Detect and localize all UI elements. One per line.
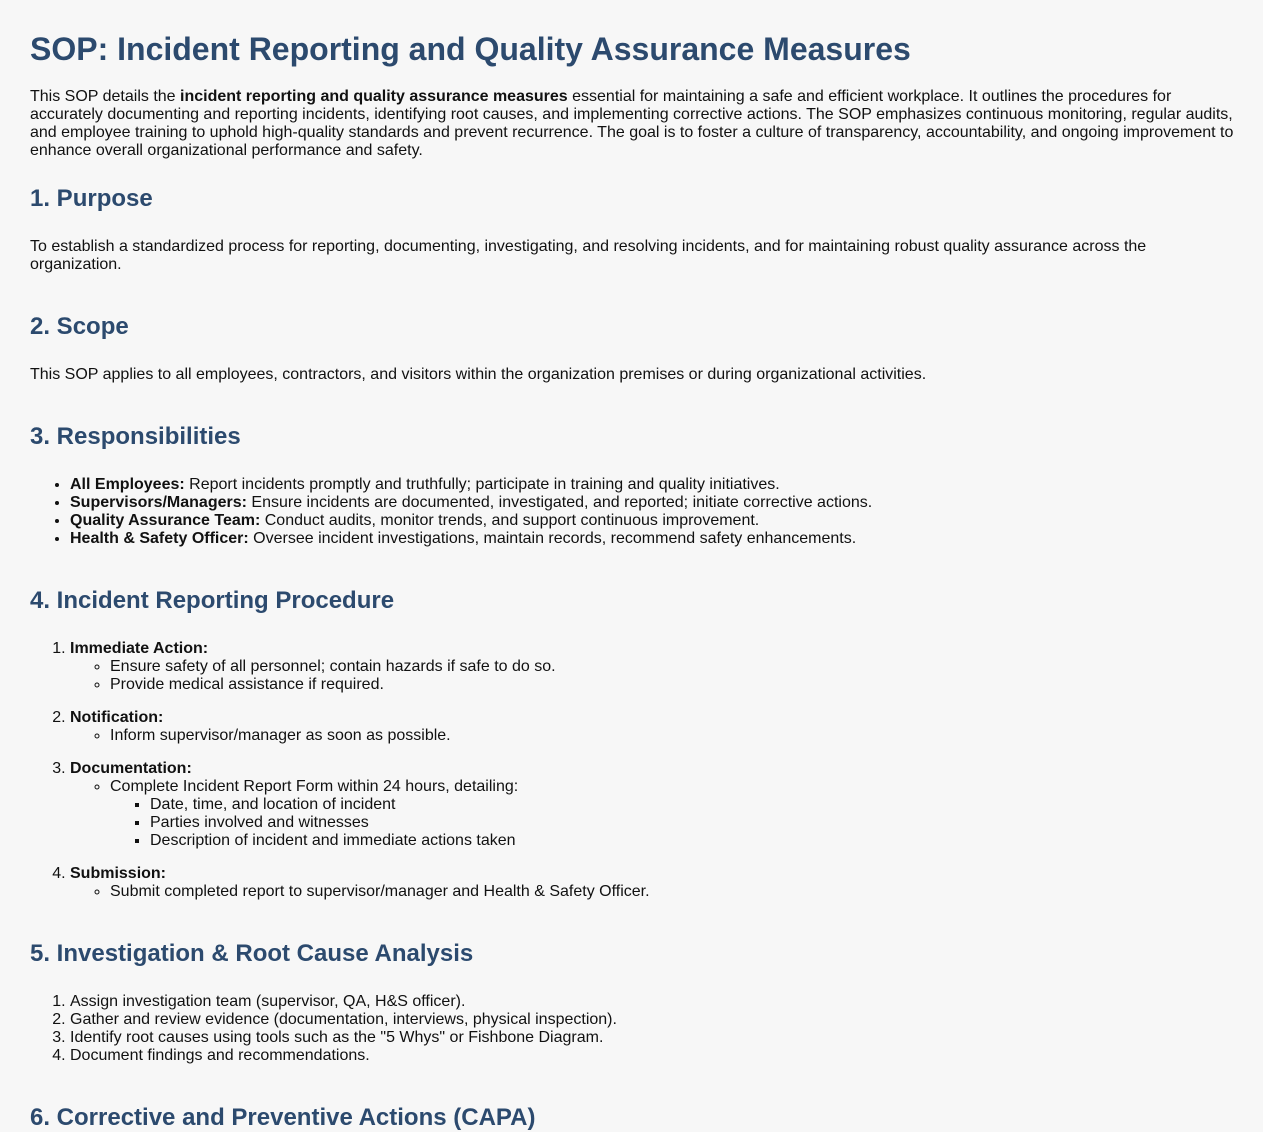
scope-text: This SOP applies to all employees, contractors, and visitors within the organization premises or during organizational activities. bbox=[30, 366, 927, 383]
investigation-steps-list bbox=[30, 993, 1233, 1065]
list-item-text: Complete Incident Report Form within 24 hours, detailing: bbox=[110, 778, 519, 795]
intro-paragraph bbox=[30, 88, 1235, 160]
list-item: ◦ Ensure safety of all personnel; contain hazards if safe to do so. bbox=[110, 658, 1233, 676]
detail-list bbox=[110, 796, 1233, 850]
page-title: SOP: Incident Reporting and Quality Assurance Measures bbox=[30, 31, 911, 67]
step-label: Documentation: bbox=[70, 760, 192, 777]
role-text: Report incidents promptly and truthfully; participate in training and quality initiatives. bbox=[184, 476, 780, 493]
list-item: 4. Document findings and recommendations. bbox=[70, 1047, 1233, 1065]
section-heading: 5. Investigation & Root Cause Analysis bbox=[30, 940, 474, 967]
step-label: Immediate Action: bbox=[70, 640, 209, 657]
reporting-steps-list bbox=[30, 640, 1233, 901]
responsibilities-list bbox=[30, 476, 1233, 548]
intro-text-bold: incident reporting and quality assurance measures bbox=[180, 88, 568, 105]
section-heading: 1. Purpose bbox=[30, 185, 153, 212]
step-label: Submission: bbox=[70, 865, 167, 882]
sub-list bbox=[70, 883, 1233, 901]
section-heading: 4. Incident Reporting Procedure bbox=[30, 587, 395, 614]
sub-list bbox=[70, 778, 1233, 850]
list-item bbox=[70, 709, 1233, 745]
list-item: ▪ Date, time, and location of incident bbox=[150, 796, 1233, 814]
role-label: Quality Assurance Team: bbox=[70, 512, 261, 529]
list-item: ◦ Submit completed report to supervisor/manager and Health & Safety Officer. bbox=[110, 883, 1233, 901]
list-item bbox=[70, 760, 1233, 850]
list-item: ◦ Provide medical assistance if required. bbox=[110, 676, 1233, 694]
section-heading: 3. Responsibilities bbox=[30, 423, 241, 450]
purpose-text: To establish a standardized process for reporting, documenting, investigating, and resolving incidents, and for maintaining robust quality assurance across the organization. bbox=[30, 238, 1147, 273]
role-label: Health & Safety Officer: bbox=[70, 530, 249, 547]
section-purpose bbox=[30, 185, 1233, 274]
list-item bbox=[70, 512, 1233, 530]
list-item: 1. Assign investigation team (supervisor, QA, H&S officer). bbox=[70, 993, 1233, 1011]
role-text: Ensure incidents are documented, investigated, and reported; initiate corrective actions. bbox=[246, 494, 873, 511]
section-responsibilities bbox=[30, 423, 1233, 548]
section-heading: 6. Corrective and Preventive Actions (CAPA) bbox=[30, 1104, 536, 1131]
section-incident-reporting bbox=[30, 587, 1233, 901]
intro-text-after: essential for maintaining a safe and efficient workplace. It outlines the procedures for accurately documenting and reporting incidents, identifying root causes, and implementing corrective actions. The SOP emphasizes continuous monitoring, regular audits, and employee training to uphold high-quality standards and prevent recurrence. The goal is to foster a culture of transparency, accountability, and ongoing improvement to enhance overall organizational performance and safety. bbox=[30, 88, 1234, 159]
list-item: ▪ Parties involved and witnesses bbox=[150, 814, 1233, 832]
section-heading: 2. Scope bbox=[30, 313, 129, 340]
sub-list bbox=[70, 658, 1233, 694]
list-item: 2. Gather and review evidence (documentation, interviews, physical inspection). bbox=[70, 1011, 1233, 1029]
intro-text-before: This SOP details the bbox=[30, 88, 180, 105]
section-scope bbox=[30, 313, 1233, 384]
role-text: Oversee incident investigations, maintain records, recommend safety enhancements. bbox=[248, 530, 857, 547]
list-item bbox=[70, 865, 1233, 901]
list-item bbox=[70, 476, 1233, 494]
list-item bbox=[70, 640, 1233, 694]
list-item bbox=[70, 494, 1233, 512]
list-item: ▪ Description of incident and immediate actions taken bbox=[150, 832, 1233, 850]
step-label: Notification: bbox=[70, 709, 164, 726]
role-label: All Employees: bbox=[70, 476, 185, 493]
list-item bbox=[70, 530, 1233, 548]
list-item: 3. Identify root causes using tools such as the "5 Whys" or Fishbone Diagram. bbox=[70, 1029, 1233, 1047]
role-text: Conduct audits, monitor trends, and support continuous improvement. bbox=[260, 512, 760, 529]
sub-list bbox=[70, 727, 1233, 745]
section-investigation bbox=[30, 940, 1233, 1065]
role-label: Supervisors/Managers: bbox=[70, 494, 247, 511]
list-item: ◦ Inform supervisor/manager as soon as possible. bbox=[110, 727, 1233, 745]
section-capa bbox=[30, 1104, 1233, 1132]
list-item bbox=[110, 778, 1233, 850]
